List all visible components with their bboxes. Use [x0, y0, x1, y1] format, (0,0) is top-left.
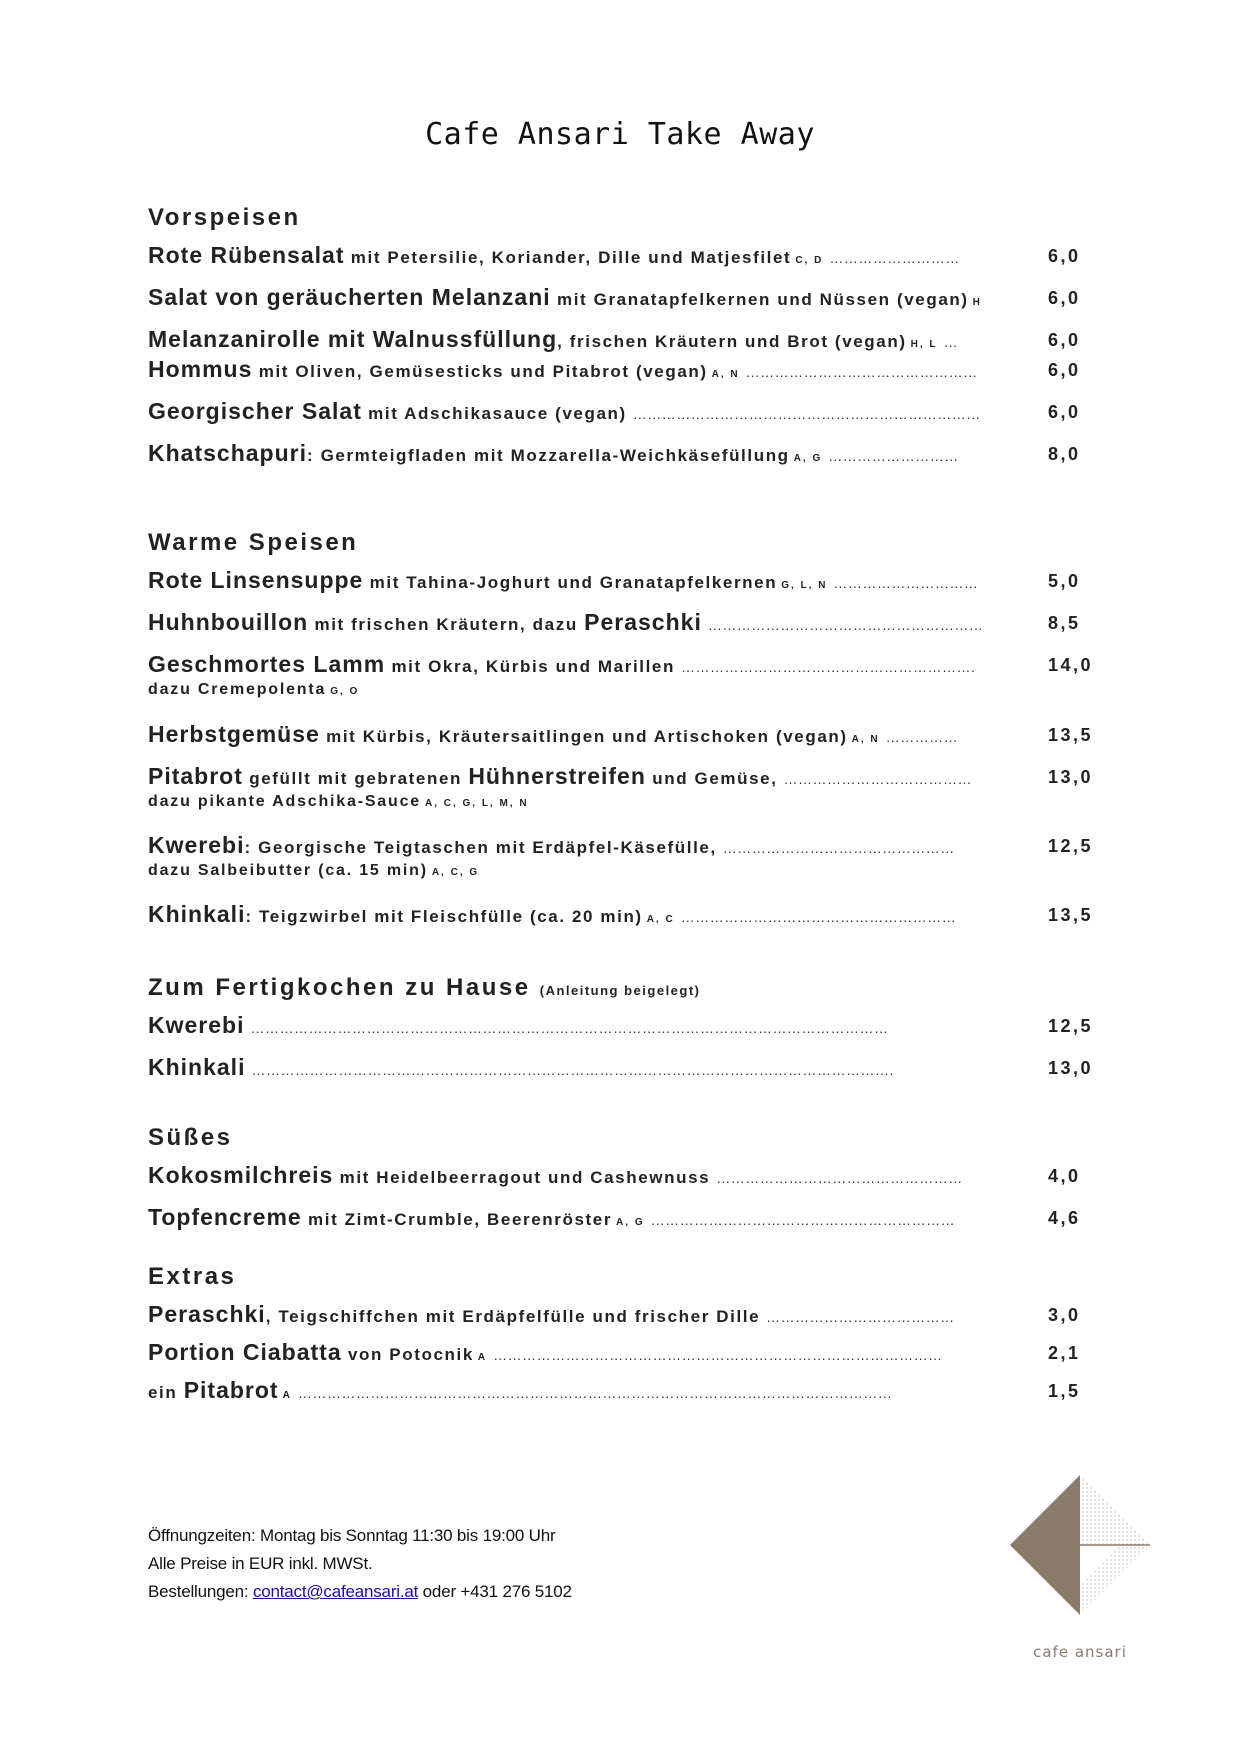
menu-item-line [148, 356, 1098, 386]
section-title-text: Süßes [148, 1124, 233, 1151]
allergen-codes: A, G [616, 1217, 645, 1228]
menu-item [148, 242, 1098, 272]
dot-leader: ………………………………………………… [680, 909, 957, 925]
dot-leader: ………………………………………………………………………………… [493, 1347, 943, 1363]
menu-item-line [148, 609, 1098, 639]
section-title [148, 529, 1098, 557]
menu-item-line [148, 721, 1098, 751]
dot-leader: ……………………… [828, 448, 959, 464]
section-title-text: Vorspeisen [148, 204, 301, 231]
dot-leader: …………………………………………………………………………………………………………………… [250, 1020, 889, 1036]
menu-section [148, 1263, 1098, 1403]
item-name-secondary: Peraschki [584, 609, 702, 635]
item-description: : Teigzwirbel mit Fleischfülle (ca. 20 min) [245, 907, 643, 926]
item-description: , Teigschiffchen mit Erdäpfelfülle und frischer Dille [265, 1307, 761, 1326]
menu-item [148, 1204, 1098, 1234]
allergen-codes: A [477, 1352, 488, 1363]
item-price: 6,0 [1048, 246, 1081, 266]
item-description: mit Heidelbeerragout und Cashewnuss [333, 1168, 711, 1187]
menu-item-line [148, 1339, 1098, 1369]
menu-item-line [148, 901, 1098, 931]
item-price: 6,0 [1048, 288, 1081, 308]
dot-leader: ……………………………………………………. [680, 659, 976, 675]
dot-leader: ………………………………………………… [707, 617, 984, 633]
menu-item-line [148, 1162, 1098, 1192]
item-side-dish: dazu pikante Adschika-Sauce [148, 793, 421, 810]
item-name: Hommus [148, 356, 253, 382]
item-name: Rote Linsensuppe [148, 567, 364, 593]
allergen-codes: G, O [330, 686, 360, 697]
item-side-dish: dazu Cremepolenta [148, 681, 327, 698]
item-price: 13,0 [1048, 767, 1094, 787]
item-name: Salat von geräucherten Melanzani [148, 284, 551, 310]
menu-item [148, 651, 1098, 707]
item-name: Pitabrot [183, 1377, 279, 1403]
menu-item [148, 1054, 1098, 1084]
item-price: 1,5 [1048, 1381, 1081, 1401]
item-description: gefüllt mit gebratenen [242, 769, 469, 788]
menu-item-line [148, 398, 1098, 428]
dot-leader: ………………………………… [766, 1309, 955, 1325]
section-title-text: Zum Fertigkochen zu Hause [148, 974, 531, 1001]
menu-item-line [148, 1204, 1098, 1234]
dot-leader: ……………………… [829, 250, 960, 266]
dot-leader: ……………………………………………………………… [632, 406, 981, 422]
item-prefix: ein [148, 1383, 184, 1402]
menu-item-line [148, 832, 1098, 862]
menu-item [148, 763, 1098, 819]
item-price: 6,0 [1048, 360, 1081, 380]
item-description: : Georgische Teigtaschen mit Erdäpfel-Käsefülle, [244, 838, 717, 857]
item-price: 13,5 [1048, 905, 1094, 925]
opening-hours: Öffnungzeiten: Montag bis Sonntag 11:30 bis 19:00 Uhr [148, 1526, 556, 1545]
item-price: 8,0 [1048, 444, 1081, 464]
item-name: Georgischer Salat [148, 398, 362, 424]
item-price: 4,0 [1048, 1166, 1081, 1186]
item-name: Pitabrot [148, 763, 243, 789]
dot-leader: ……………………………………………………………………………………………………………………. [251, 1062, 894, 1078]
menu-item [148, 901, 1098, 931]
menu-section [148, 204, 1098, 466]
item-name: Topfencreme [148, 1204, 302, 1230]
dot-leader: ………………………… [833, 575, 979, 591]
item-description: mit frischen Kräutern, dazu [308, 615, 585, 634]
section-title [148, 204, 1098, 232]
allergen-codes: A [282, 1390, 292, 1401]
cafe-ansari-logo [1010, 1475, 1150, 1635]
menu-item [148, 1012, 1098, 1042]
orders-line [148, 1578, 572, 1606]
item-price: 12,5 [1048, 836, 1094, 856]
orders-label: Bestellungen: [148, 1582, 253, 1601]
item-price: 5,0 [1048, 571, 1081, 591]
item-price: 13,5 [1048, 725, 1094, 745]
menu-item-line [148, 1301, 1098, 1331]
menu-item [148, 721, 1098, 751]
item-name: Rote Rübensalat [148, 242, 345, 268]
logo-text: cafe ansari [1033, 1643, 1127, 1661]
section-title [148, 974, 1098, 1002]
menu-item-line [148, 284, 1098, 314]
allergen-codes: A, C, G [431, 867, 480, 878]
item-description: von Potocnik [341, 1345, 474, 1364]
menu-item [148, 440, 1098, 470]
item-name-secondary: Hühnerstreifen [468, 763, 646, 789]
allergen-codes: H [972, 297, 982, 308]
dot-leader: …………………………………………… [716, 1170, 963, 1186]
section-note: (Anleitung beigelegt) [539, 983, 701, 998]
item-price: 2,1 [1048, 1343, 1081, 1363]
orders-phone: oder +431 276 5102 [418, 1582, 572, 1601]
item-name: Melanzanirolle mit Walnussfüllung [148, 326, 558, 352]
item-description: mit Tahina-Joghurt und Granatapfelkernen [363, 573, 778, 592]
menu-item-line [148, 1377, 1098, 1407]
dot-leader: ……………………………………………………… [650, 1212, 956, 1228]
menu-item [148, 1377, 1098, 1407]
item-description: mit Adschikasauce (vegan) [361, 404, 627, 423]
item-name: Kwerebi [148, 832, 245, 858]
item-name: Kwerebi [148, 1012, 245, 1038]
item-description: : Germteigfladen mit Mozzarella-Weichkäsefüllung [306, 446, 790, 465]
allergen-codes: C, D [795, 255, 824, 266]
dot-leader: …………… [885, 729, 959, 745]
menu-item-line2 [148, 862, 1098, 888]
item-description: mit Oliven, Gemüsesticks und Pitabrot (vegan) [252, 362, 708, 381]
menu-item-line2 [148, 681, 1098, 707]
menu-item [148, 356, 1098, 386]
item-name: Khinkali [148, 901, 246, 927]
section-title-text: Warme Speisen [148, 529, 359, 556]
menu-item [148, 398, 1098, 428]
menu-item [148, 1162, 1098, 1192]
allergen-codes: G, L, N [781, 580, 828, 591]
dot-leader: …………………………………………………………………………………………………………… [297, 1385, 893, 1401]
menu-item [148, 284, 1098, 314]
menu-item [148, 326, 1098, 356]
menu-item [148, 1339, 1098, 1369]
menu-item-line2 [148, 793, 1098, 819]
item-description-secondary: und Gemüse, [645, 769, 778, 788]
menu-item-line [148, 440, 1098, 470]
item-price: 3,0 [1048, 1305, 1081, 1325]
menu-item [148, 1301, 1098, 1331]
item-name: Geschmortes Lamm [148, 651, 386, 677]
menu-item-line [148, 1012, 1098, 1042]
dot-leader: ………………………………………… [745, 364, 978, 380]
item-price: 4,6 [1048, 1208, 1081, 1228]
item-price: 13,0 [1048, 1058, 1094, 1078]
item-price: 6,0 [1048, 330, 1081, 350]
item-side-dish: dazu Salbeibutter (ca. 15 min) [148, 862, 428, 879]
footer [148, 1522, 572, 1606]
item-name: Khatschapuri [148, 440, 307, 466]
item-description: mit Granatapfelkernen und Nüssen (vegan) [550, 290, 969, 309]
menu-section [148, 974, 1098, 1080]
item-description: mit Zimt-Crumble, Beerenröster [301, 1210, 613, 1229]
allergen-codes: H, L [910, 339, 938, 350]
menu-item-line [148, 651, 1098, 681]
item-name: Peraschki [148, 1301, 266, 1327]
section-title [148, 1124, 1098, 1152]
item-price: 14,0 [1048, 655, 1094, 675]
dot-leader: … [943, 334, 958, 350]
menu-item [148, 609, 1098, 639]
dot-leader: ………………………………… [783, 771, 973, 787]
allergen-codes: A, N [711, 369, 740, 380]
menu-item [148, 832, 1098, 888]
item-name: Herbstgemüse [148, 721, 320, 747]
menu-item-line [148, 567, 1098, 597]
section-title [148, 1263, 1098, 1291]
item-price: 8,5 [1048, 613, 1081, 633]
allergen-codes: A, N [851, 734, 880, 745]
allergen-codes: A, C [646, 914, 675, 925]
menu-item-line [148, 763, 1098, 793]
menu-item [148, 567, 1098, 597]
item-name: Huhnbouillon [148, 609, 309, 635]
item-description: mit Kürbis, Kräutersaitlingen und Artischoken (vegan) [319, 727, 848, 746]
dot-leader: ………………………………………… [722, 840, 955, 856]
item-name: Kokosmilchreis [148, 1162, 334, 1188]
allergen-codes: A, C, G, L, M, N [424, 798, 529, 809]
page-title: Cafe Ansari Take Away [425, 117, 815, 152]
price-note: Alle Preise in EUR inkl. MWSt. [148, 1554, 373, 1573]
item-description: mit Okra, Kürbis und Marillen [385, 657, 675, 676]
item-name: Khinkali [148, 1054, 246, 1080]
item-price: 12,5 [1048, 1016, 1094, 1036]
section-title-text: Extras [148, 1263, 237, 1290]
allergen-codes: A, G [793, 453, 823, 464]
menu-item-line [148, 242, 1098, 272]
item-name: Portion Ciabatta [148, 1339, 342, 1365]
menu-section [148, 529, 1098, 927]
menu-section [148, 1124, 1098, 1230]
menu-item-line [148, 1054, 1098, 1084]
item-description: , frischen Kräutern und Brot (vegan) [557, 332, 907, 351]
item-description: mit Petersilie, Koriander, Dille und Matjesfilet [344, 248, 792, 267]
menu-item-line [148, 326, 1098, 356]
item-price: 6,0 [1048, 402, 1081, 422]
email-link[interactable]: contact@cafeansari.at [252, 1582, 419, 1601]
